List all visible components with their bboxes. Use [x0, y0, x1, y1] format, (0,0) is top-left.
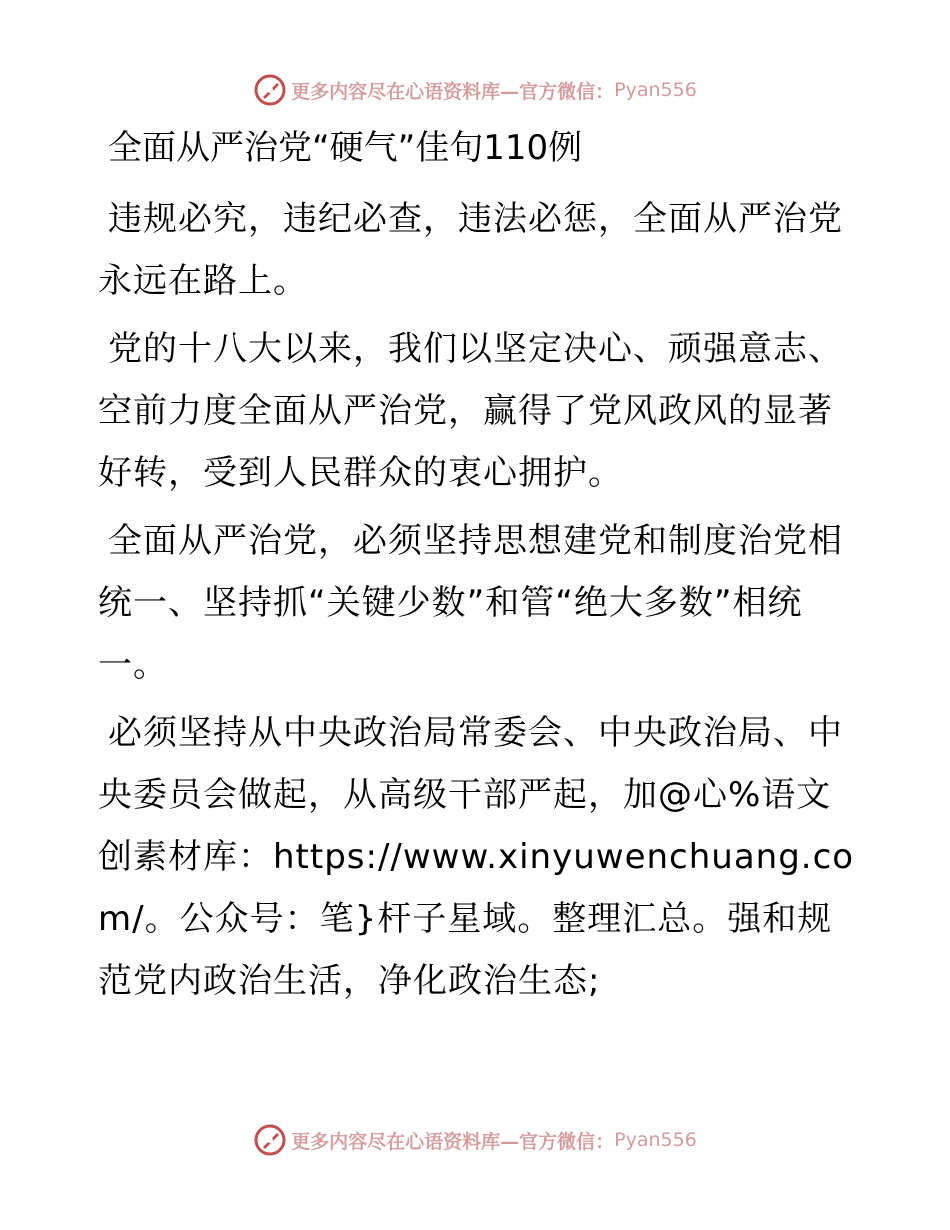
- document-title: 全面从严治党“硬气”佳句110例: [108, 128, 583, 168]
- paragraph-2: 党的十八大以来，我们以坚定决心、顽强意志、空前力度全面从严治党，赢得了党风政风的显著好转，受到人民群众的衷心拥护。: [98, 329, 843, 493]
- paragraph-4: 必须坚持从中央政治局常委会、中央政治局、中央委员会做起，从高级干部严起，加@心%语文创素材库：https://www.xinyuwenchuang.com/。公众号：笔}杆子星域。整理汇总。强和规范党内政治生活，净化政治生态;: [98, 713, 855, 1001]
- pen-logo-icon: [253, 1123, 287, 1157]
- banner-wechat-id: Pyan556: [614, 79, 697, 101]
- banner-text: 更多内容尽在心语资料库—官方微信：: [291, 80, 615, 103]
- paragraph-1: 违规必究，违纪必查，违法必惩，全面从严治党永远在路上。: [98, 199, 843, 301]
- document-body: [98, 120, 858, 1018]
- paragraph-3: 全面从严治党，必须坚持思想建党和制度治党相统一、坚持抓“关键少数”和管“绝大多数”相统一。: [98, 521, 843, 685]
- pen-logo-icon: [253, 73, 287, 107]
- header-banner: [0, 70, 950, 110]
- banner-text: 更多内容尽在心语资料库—官方微信：: [291, 1130, 615, 1153]
- footer-banner: [0, 1120, 950, 1160]
- banner-wechat-id: Pyan556: [614, 1129, 697, 1151]
